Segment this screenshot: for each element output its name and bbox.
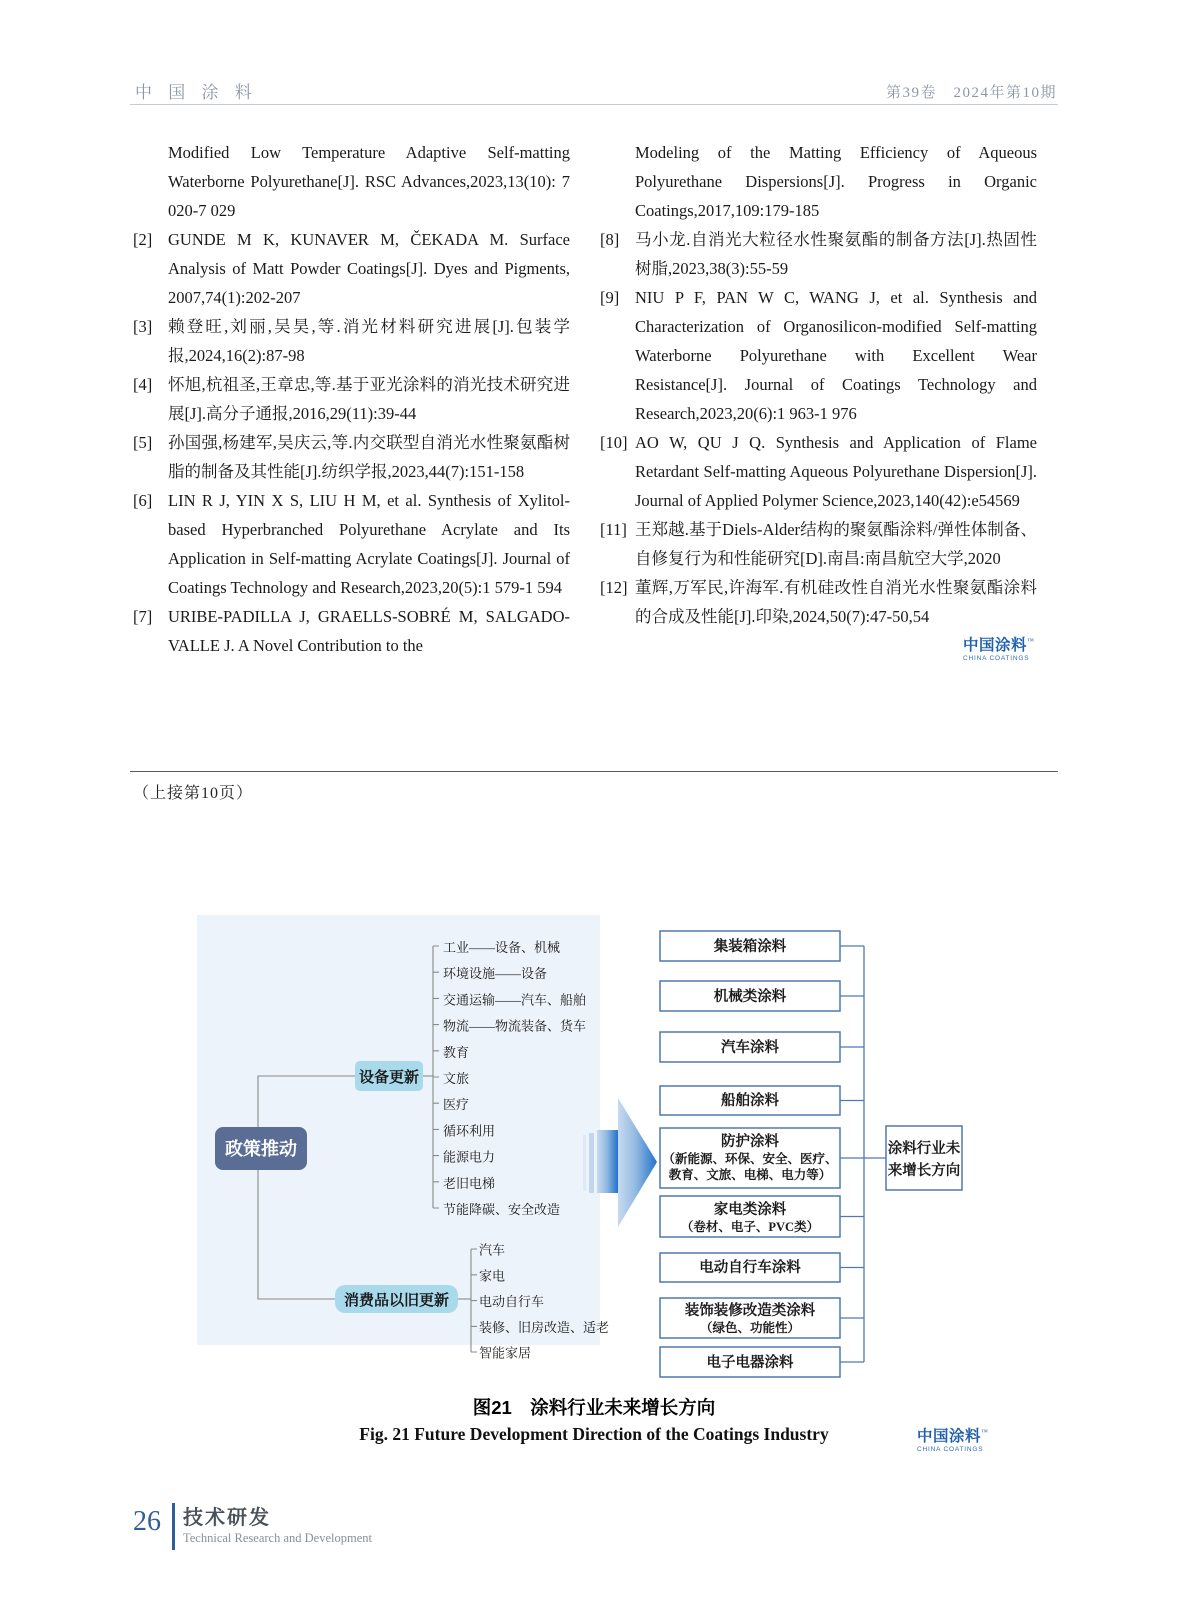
reference-text: 孙国强,杨建军,吴庆云,等.内交联型自消光水性聚氨酯树脂的制备及其性能[J].纺织学报,2023,44(7):151-158 — [168, 433, 570, 481]
leaf-item: 环境设施——设备 — [443, 966, 548, 982]
leaf-item: 交通运输——汽车、船舶 — [443, 992, 587, 1008]
output-label: 电动自行车涂料 — [699, 1260, 801, 1276]
reference-text: 怀旭,杭祖圣,王章忠,等.基于亚光涂料的消光技术研究进展[J].高分子通报,2016,29(11):39-44 — [168, 375, 570, 423]
leaf-item: 汽车 — [479, 1242, 506, 1258]
reference-text: 王郑越.基于Diels-Alder结构的聚氨酯涂料/弹性体制备、自修复行为和性能研究[D].南昌:南昌航空大学,2020 — [635, 520, 1037, 568]
leaf-item: 智能家居 — [479, 1345, 532, 1361]
reference-text: 马小龙.自消光大粒径水性聚氨酯的制备方法[J].热固性树脂,2023,38(3):55-59 — [635, 230, 1037, 278]
output-label: 汽车涂料 — [721, 1040, 779, 1056]
reference-text: GUNDE M K, KUNAVER M, ČEKADA M. Surface Analysis of Matt Powder Coatings[J]. Dyes and Pigments, 2007,74(1):202-207 — [168, 230, 570, 307]
references-left-column — [133, 138, 570, 660]
mindmap-flowchart — [195, 895, 970, 1385]
output-label: 电子电器涂料 — [706, 1355, 794, 1371]
reference-number: [10] — [600, 433, 628, 452]
issue-info: 第39卷 2024年第10期 — [885, 85, 1057, 101]
reference-item — [133, 370, 570, 428]
reference-number: [2] — [133, 230, 153, 249]
reference-item — [133, 602, 570, 660]
branch-label: 消费品以旧更新 — [343, 1293, 450, 1309]
leaf-item: 能源电力 — [443, 1149, 496, 1165]
logo-en: CHINA COATINGS — [963, 655, 1030, 662]
reference-item — [600, 573, 1037, 631]
output-label-sub: （卷材、电子、PVC类） — [680, 1220, 820, 1234]
output-label: 装饰装修改造类涂料 — [684, 1303, 816, 1319]
root-node-policy — [215, 1127, 307, 1170]
header-rule — [130, 104, 1058, 105]
reference-item — [600, 428, 1037, 515]
figure-21-diagram — [195, 895, 970, 1390]
reference-text: AO W, QU J Q. Synthesis and Application of Flame Retardant Self-matting Aqueous Polyurethane Dispersion[J]. Journal of Applied Polymer Science,2023,140(42):e54569 — [635, 433, 1037, 510]
output-label: 防护涂料 — [721, 1134, 779, 1150]
result-label: 涂料行业未 — [887, 1141, 961, 1157]
leaf-item: 循环利用 — [443, 1123, 496, 1139]
output-label: 机械类涂料 — [713, 989, 787, 1005]
reference-number: [6] — [133, 491, 153, 510]
figure-caption-zh: 图21 涂料行业未来增长方向 — [472, 1397, 716, 1418]
leaf-item: 电动自行车 — [479, 1294, 545, 1310]
branch-label: 设备更新 — [358, 1070, 420, 1086]
reference-item — [133, 486, 570, 602]
page-number: 26 — [133, 1506, 161, 1537]
reference-text: 董辉,万军民,许海军.有机硅改性自消光水性聚氨酯涂料的合成及性能[J].印染,2024,50(7):47-50,54 — [635, 578, 1037, 626]
output-connectors — [840, 946, 886, 1362]
reference-item — [600, 138, 1037, 225]
reference-number: [3] — [133, 317, 153, 336]
reference-number: [4] — [133, 375, 153, 394]
reference-number: [9] — [600, 288, 620, 307]
reference-number: [5] — [133, 433, 153, 452]
reference-item — [133, 138, 570, 225]
branch-node-consumer — [335, 1285, 458, 1313]
output-label: 船舶涂料 — [721, 1093, 779, 1109]
trademark-icon: ™ — [1027, 637, 1034, 645]
continuation-note: （上接第10页） — [133, 785, 254, 802]
output-label-sub: 教育、文旅、电梯、电力等） — [668, 1168, 832, 1182]
leaf-item: 教育 — [443, 1044, 470, 1060]
footer-section-zh: 技术研发 — [183, 1507, 271, 1529]
leaf-item: 文旅 — [443, 1071, 470, 1086]
reference-number: [12] — [600, 578, 628, 597]
leaf-item: 物流——物流装备、货车 — [443, 1018, 587, 1034]
reference-number: [8] — [600, 230, 620, 249]
footer-bar — [172, 1503, 175, 1550]
reference-text: Modified Low Temperature Adaptive Self-matting Waterborne Polyurethane[J]. RSC Advances,2023,13(10): 7 020-7 029 — [168, 143, 570, 220]
root-node-label: 政策推动 — [225, 1139, 297, 1159]
logo-en: CHINA COATINGS — [917, 1446, 984, 1453]
output-label: 家电类涂料 — [713, 1202, 787, 1218]
output-label: 集装箱涂料 — [713, 939, 787, 955]
leaf-item: 医疗 — [443, 1097, 470, 1113]
journal-title: 中 国 涂 料 — [135, 83, 258, 102]
reference-item — [133, 225, 570, 312]
reference-item — [600, 515, 1037, 573]
result-label: 来增长方向 — [887, 1163, 961, 1179]
footer-section-en: Technical Research and Development — [183, 1531, 372, 1545]
output-label-sub: （绿色、功能性） — [699, 1321, 801, 1335]
leaf-item: 装修、旧房改造、适老 — [479, 1319, 610, 1335]
reference-item — [600, 283, 1037, 428]
output-label-sub: （新能源、环保、安全、医疗、 — [662, 1152, 838, 1166]
section-divider — [130, 771, 1058, 772]
branch-node-equipment — [355, 1061, 423, 1091]
reference-number: [11] — [600, 520, 627, 539]
china-coatings-logo — [917, 1429, 997, 1454]
reference-item — [133, 428, 570, 486]
references-right-column — [600, 138, 1037, 631]
reference-text: LIN R J, YIN X S, LIU H M, et al. Synthesis of Xylitol-based Hyperbranched Polyurethane Acrylate and Its Application in Self-matting Acrylate Coatings[J]. Journal of Coatings Technology and Research,2023,20(5):1 579-1 594 — [168, 491, 570, 597]
reference-text: NIU P F, PAN W C, WANG J, et al. Synthesis and Characterization of Organosilicon-modified Self-matting Waterborne Polyurethane with Excellent Wear Resistance[J]. Journal of Coatings Technology and Research,2023,20(6):1 963-1 976 — [635, 288, 1037, 423]
trademark-icon: ™ — [981, 1428, 988, 1436]
logo-zh: 中国涂料 — [963, 637, 1028, 654]
reference-text: Modeling of the Matting Efficiency of Aqueous Polyurethane Dispersions[J]. Progress in Organic Coatings,2017,109:179-185 — [635, 143, 1037, 220]
leaf-item: 节能降碳、安全改造 — [443, 1202, 561, 1217]
reference-item — [133, 312, 570, 370]
logo-zh: 中国涂料 — [917, 1428, 982, 1445]
reference-number: [7] — [133, 607, 153, 626]
leaf-item: 老旧电梯 — [443, 1175, 496, 1191]
reference-text: URIBE-PADILLA J, GRAELLS-SOBRÉ M, SALGADO-VALLE J. A Novel Contribution to the — [168, 607, 570, 655]
reference-text: 赖登旺,刘丽,吴昊,等.消光材料研究进展[J].包装学报,2024,16(2):87-98 — [168, 317, 570, 365]
leaf-item: 工业——设备、机械 — [443, 940, 561, 955]
china-coatings-logo — [963, 638, 1043, 663]
leaf-item: 家电 — [479, 1268, 506, 1284]
reference-item — [600, 225, 1037, 283]
figure-caption-en: Fig. 21 Future Development Direction of the Coatings Industry — [359, 1424, 829, 1444]
